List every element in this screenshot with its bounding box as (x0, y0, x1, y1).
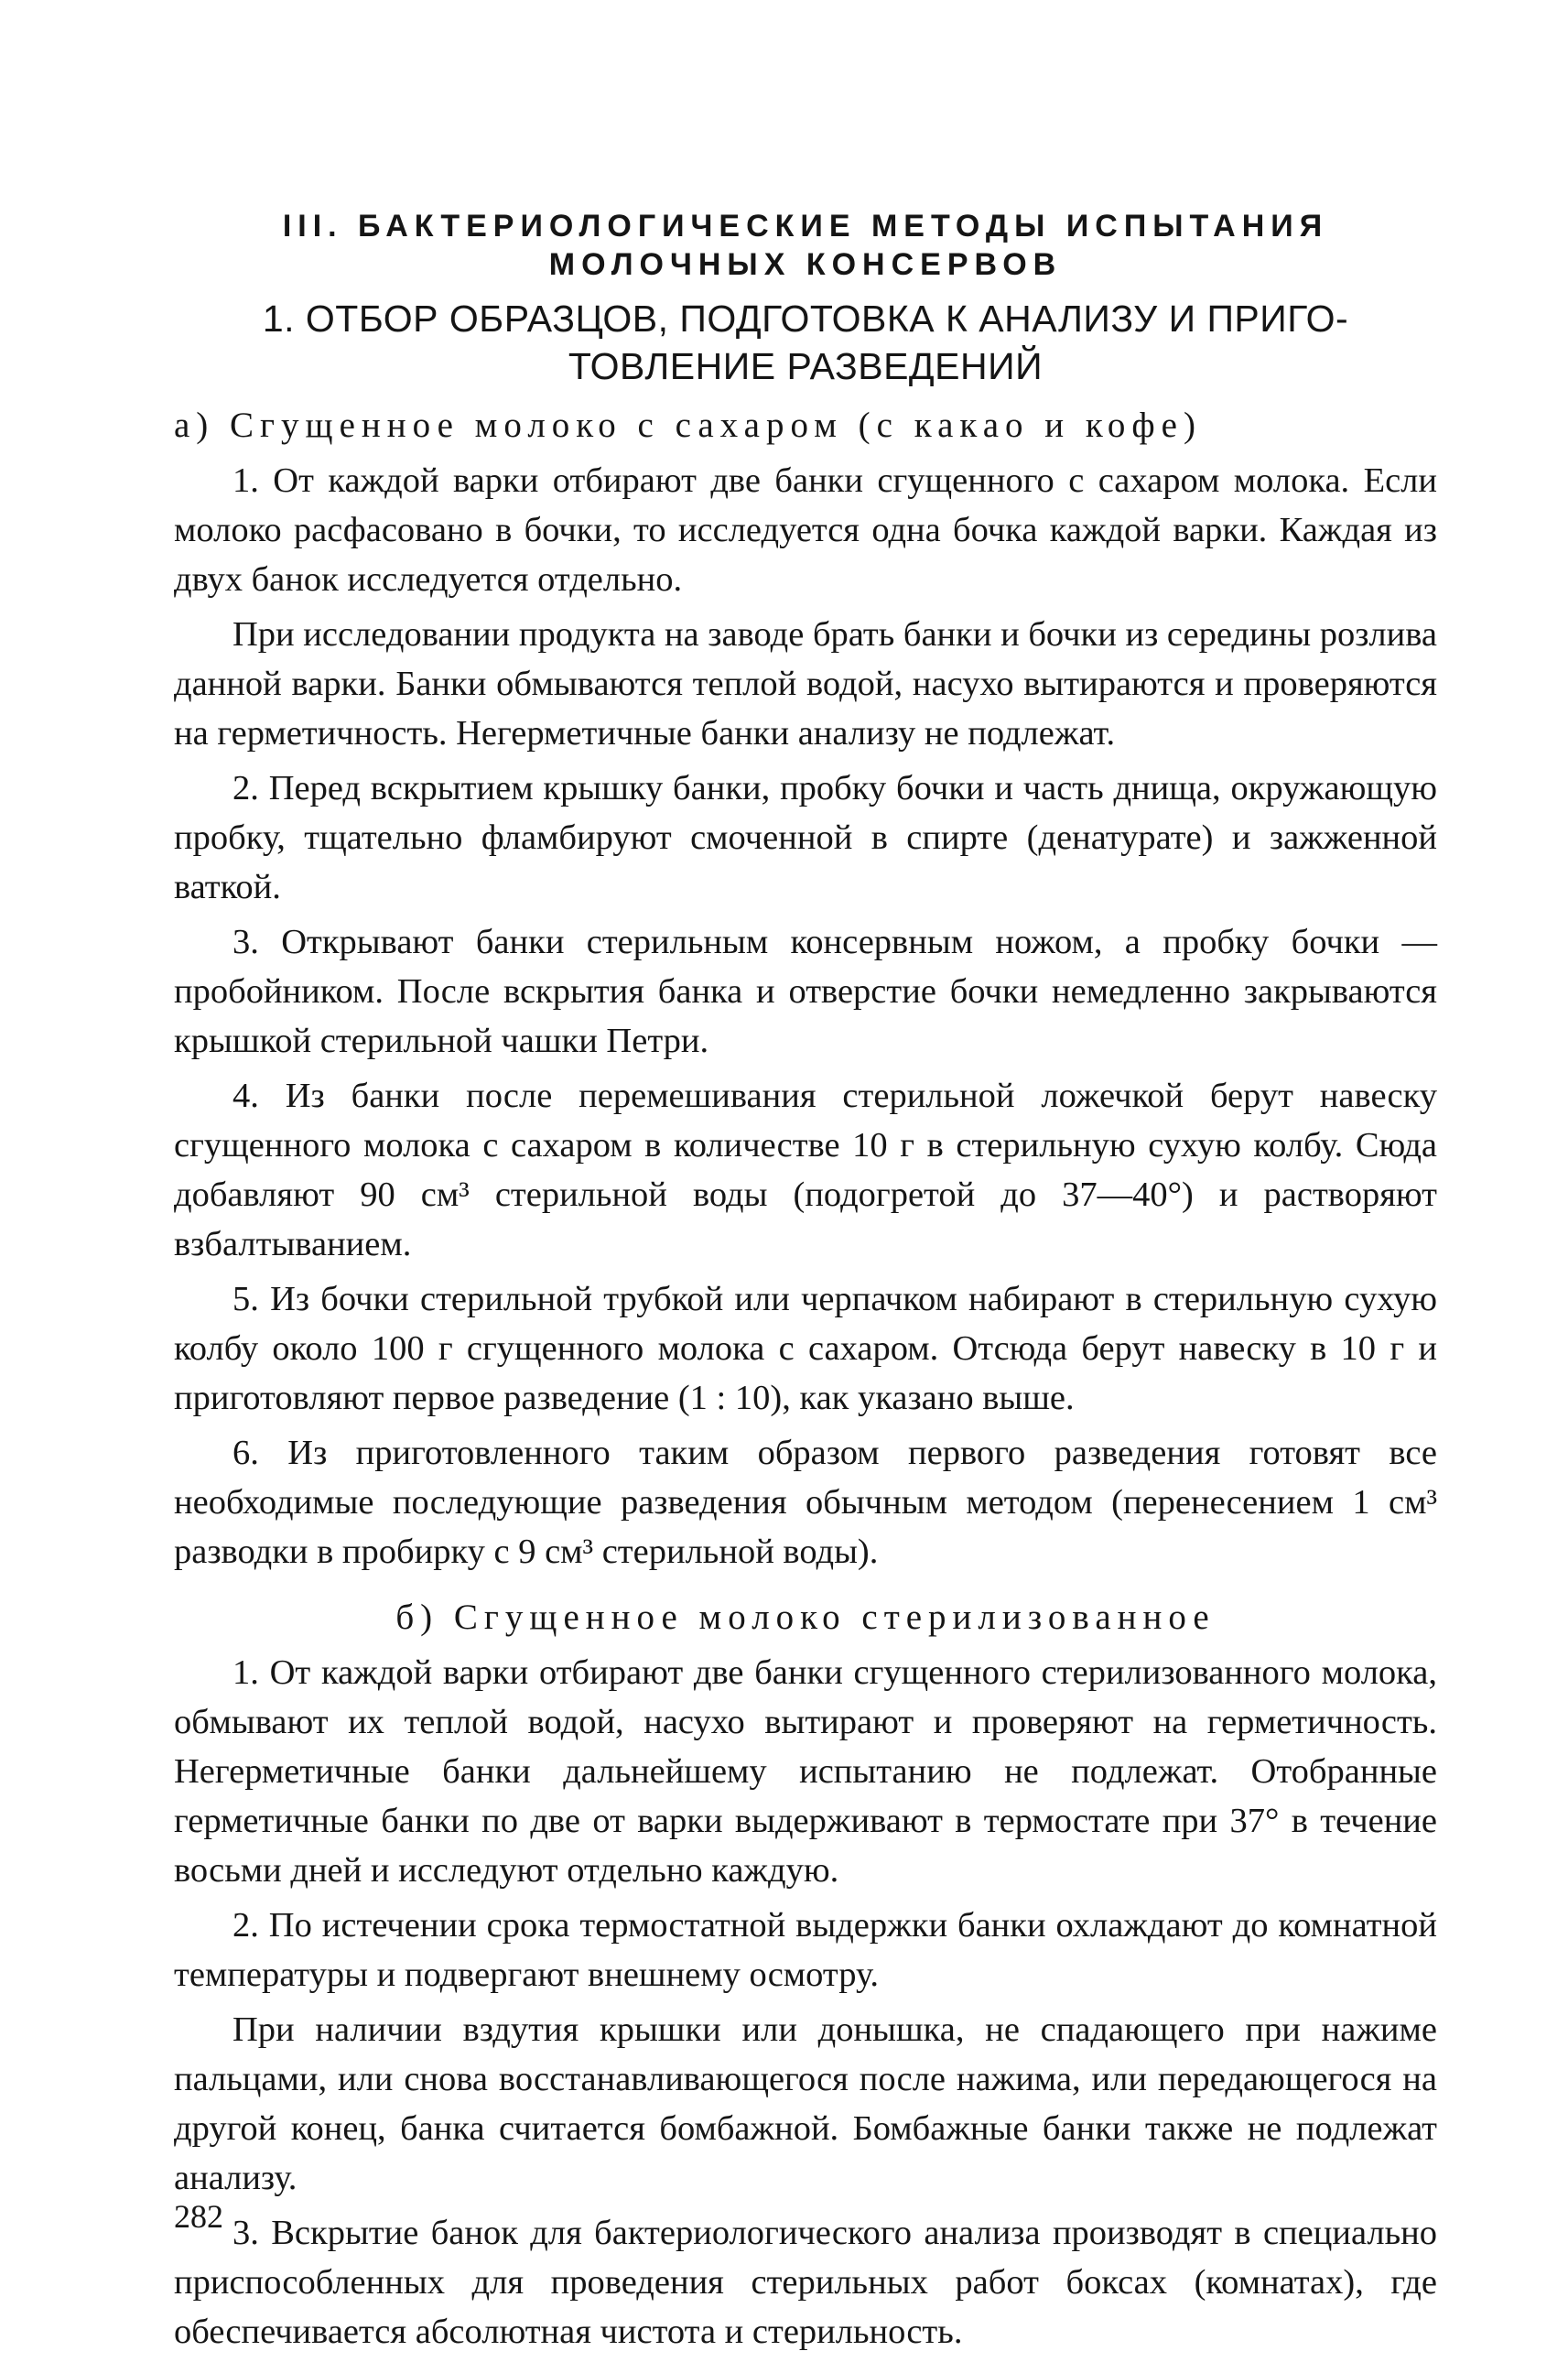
paragraph-b-4: 3. Вскрытие банок для бактериологического анализа производят в специально приспособленных для проведения стерильных работ боксах (комнатах), где обеспечивается абсолютная чистота и стерильность. (174, 2214, 1437, 2351)
page-number: 282 (174, 2198, 223, 2235)
paragraph-b-2: 2. По истечении срока термостатной выдержки банки охлаждают до комнатной температуры и подвергают внешнему осмотру. (174, 1906, 1437, 1994)
paragraph-b-1: 1. От каждой варки отбирают две банки сгущенного стерилизованного молока, обмывают их теплой водой, насухо вытирают и проверяют на герметичность. Негерметичные банки дальнейшему испытанию не подлежат. Отобранные герметичные банки по две от варки выдерживают в термостате при 37° в течение восьми дней и исследуют отдельно каждую. (174, 1653, 1437, 1890)
chapter-title-line-2: МОЛОЧНЫХ КОНСЕРВОВ (548, 247, 1063, 282)
section-title (174, 295, 1437, 390)
subsection-a-heading: а) Сгущенное молоко с сахаром (с какао и кофе) (174, 406, 1202, 445)
paragraph-a-6: 5. Из бочки стерильной трубкой или черпачком набирают в стерильную сухую колбу около 100 г сгущенного молока с сахаром. Отсюда берут навеску в 10 г и приготовляют первое разведение (1 : 10), как указано выше. (174, 1280, 1437, 1417)
paragraph-a-2: При исследовании продукта на заводе брать банки и бочки из середины розлива данной варки. Банки обмываются теплой водой, насухо вытираются и проверяются на герметичность. Негерметичные банки анализу не подлежат. (174, 615, 1437, 753)
page-content (174, 207, 1437, 2362)
paragraph-b-3: При наличии вздутия крышки или донышка, не спадающего при нажиме пальцами, или снова восстанавливающегося после нажима, или передающегося на другой конец, банка считается бомбажной. Бомбажные банки также не подлежат анализу. (174, 2010, 1437, 2197)
section-title-line-2: ТОВЛЕНИЕ РАЗВЕДЕНИЙ (568, 345, 1044, 387)
paragraph-a-7: 6. Из приготовленного таким образом первого разведения готовят все необходимые последующие разведения обычным методом (перенесением 1 см³ разводки в пробирку с 9 см³ стерильной воды). (174, 1434, 1437, 1571)
paragraph-a-5: 4. Из банки после перемешивания стерильной ложечкой берут навеску сгущенного молока с сахаром в количестве 10 г в стерильную сухую колбу. Сюда добавляют 90 см³ стерильной воды (подогретой до 37—40°) и растворяют взбалтыванием. (174, 1077, 1437, 1263)
chapter-title-line-1: III. БАКТЕРИОЛОГИЧЕСКИЕ МЕТОДЫ ИСПЫТАНИЯ (282, 209, 1329, 244)
subsection-b-heading: б) Сгущенное молоко стерилизованное (395, 1598, 1216, 1637)
paragraph-a-4: 3. Открывают банки стерильным консервным ножом, а пробку бочки — пробойником. После вскрытия банка и отверстие бочки немедленно закрываются крышкой стерильной чашки Петри. (174, 923, 1437, 1060)
paragraph-a-3: 2. Перед вскрытием крышку банки, пробку бочки и часть днища, окружающую пробку, тщательно фламбируют смоченной в спирте (денатурате) и зажженной ваткой. (174, 769, 1437, 906)
section-title-line-1: 1. ОТБОР ОБРАЗЦОВ, ПОДГОТОВКА К АНАЛИЗУ И ПРИГО- (262, 298, 1349, 340)
paragraph-a-1: 1. От каждой варки отбирают две банки сгущенного с сахаром молока. Если молоко расфасовано в бочки, то исследуется одна бочка каждой варки. Каждая из двух банок исследуется отдельно. (174, 461, 1437, 599)
chapter-title (174, 207, 1437, 284)
